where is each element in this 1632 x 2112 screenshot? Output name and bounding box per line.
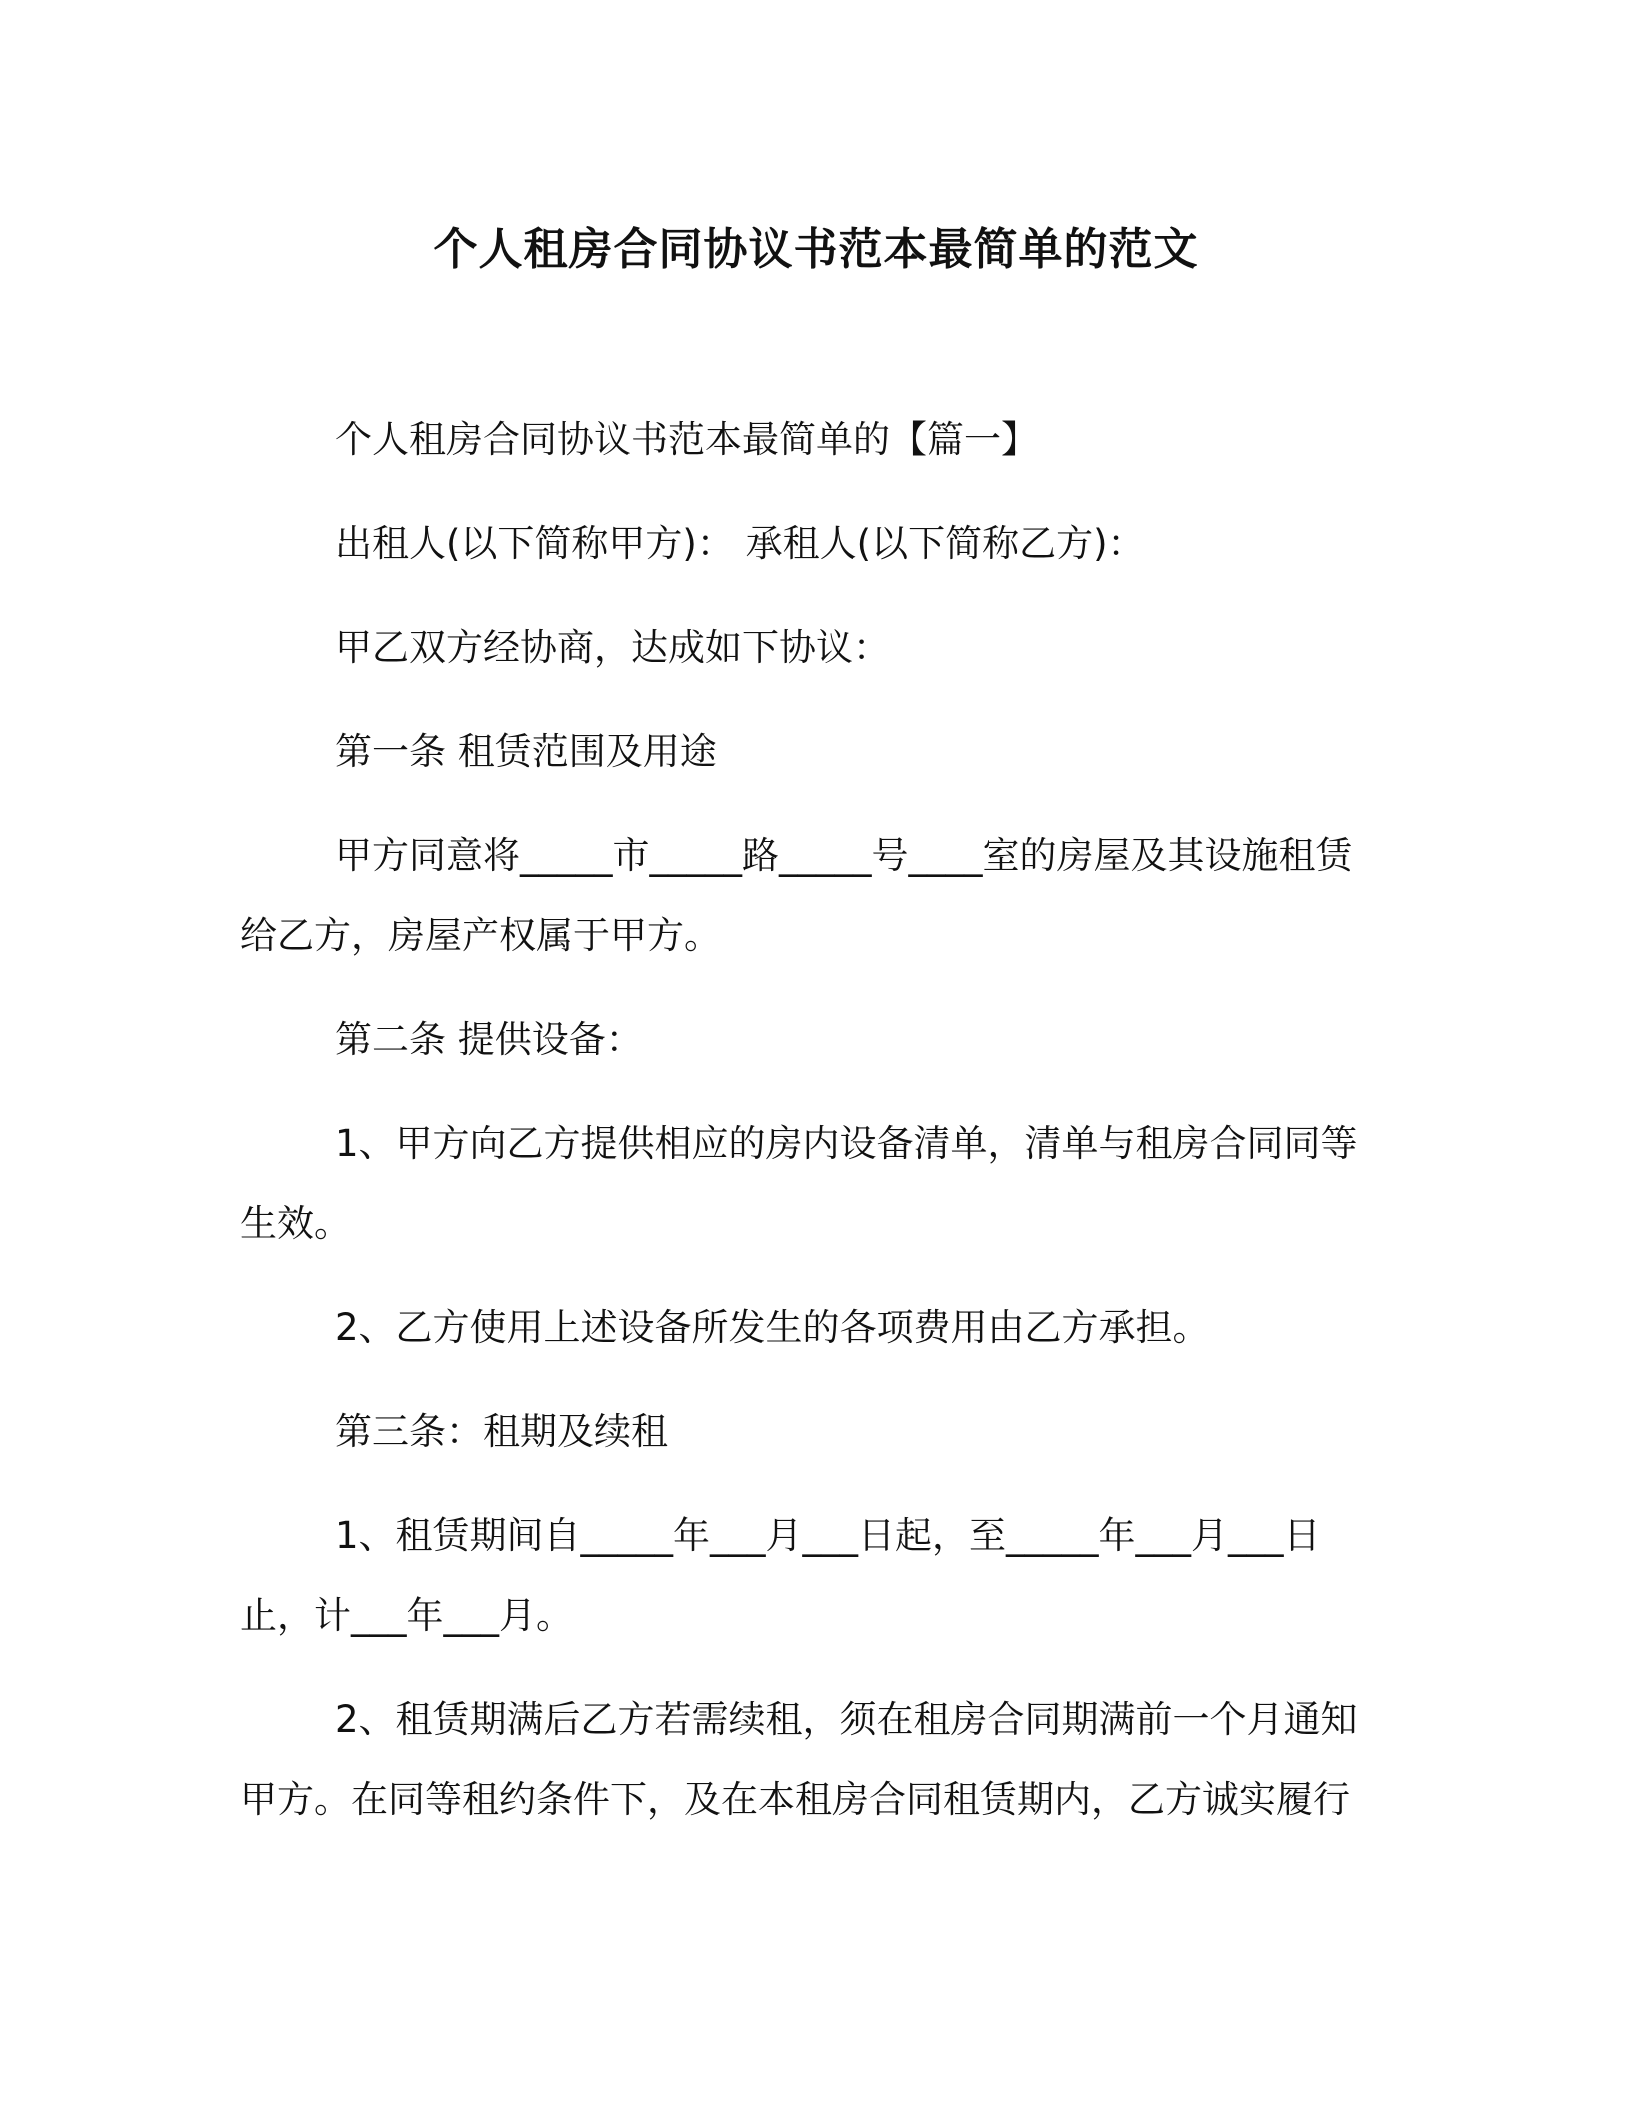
document-body: [240, 400, 1370, 1864]
article-2-item-2: 2、乙方使用上述设备所发生的各项费用由乙方承担。: [335, 1306, 1210, 1349]
parties-line: 出租人(以下简称甲方)： 承租人(以下简称乙方)：: [335, 522, 1145, 565]
agreement-intro: 甲乙双方经协商，达成如下协议：: [335, 626, 890, 669]
article-3-item-2: 2、租赁期满后乙方若需续租，须在租房合同期满前一个月通知甲方。在同等租约条件下，及在本租房合同租赁期内，乙方诚实履行: [240, 1698, 1358, 1821]
article-3-heading: 第三条：租期及续租: [335, 1410, 668, 1453]
article-3-item-1: 1、租赁期间自_____年___月___日起，至_____年___月___日止，计___年___月。: [240, 1514, 1321, 1637]
section-subtitle: 个人租房合同协议书范本最简单的【篇一】: [335, 418, 1038, 461]
article-1-heading: 第一条 租赁范围及用途: [335, 730, 717, 773]
article-1-text: 甲方同意将_____市_____路_____号____室的房屋及其设施租赁给乙方，房屋产权属于甲方。: [240, 834, 1353, 957]
article-2-item-1: 1、甲方向乙方提供相应的房内设备清单，清单与租房合同同等生效。: [240, 1122, 1358, 1245]
document-title: 个人租房合同协议书范本最简单的范文: [433, 224, 1199, 275]
article-2-heading: 第二条 提供设备：: [335, 1018, 643, 1061]
